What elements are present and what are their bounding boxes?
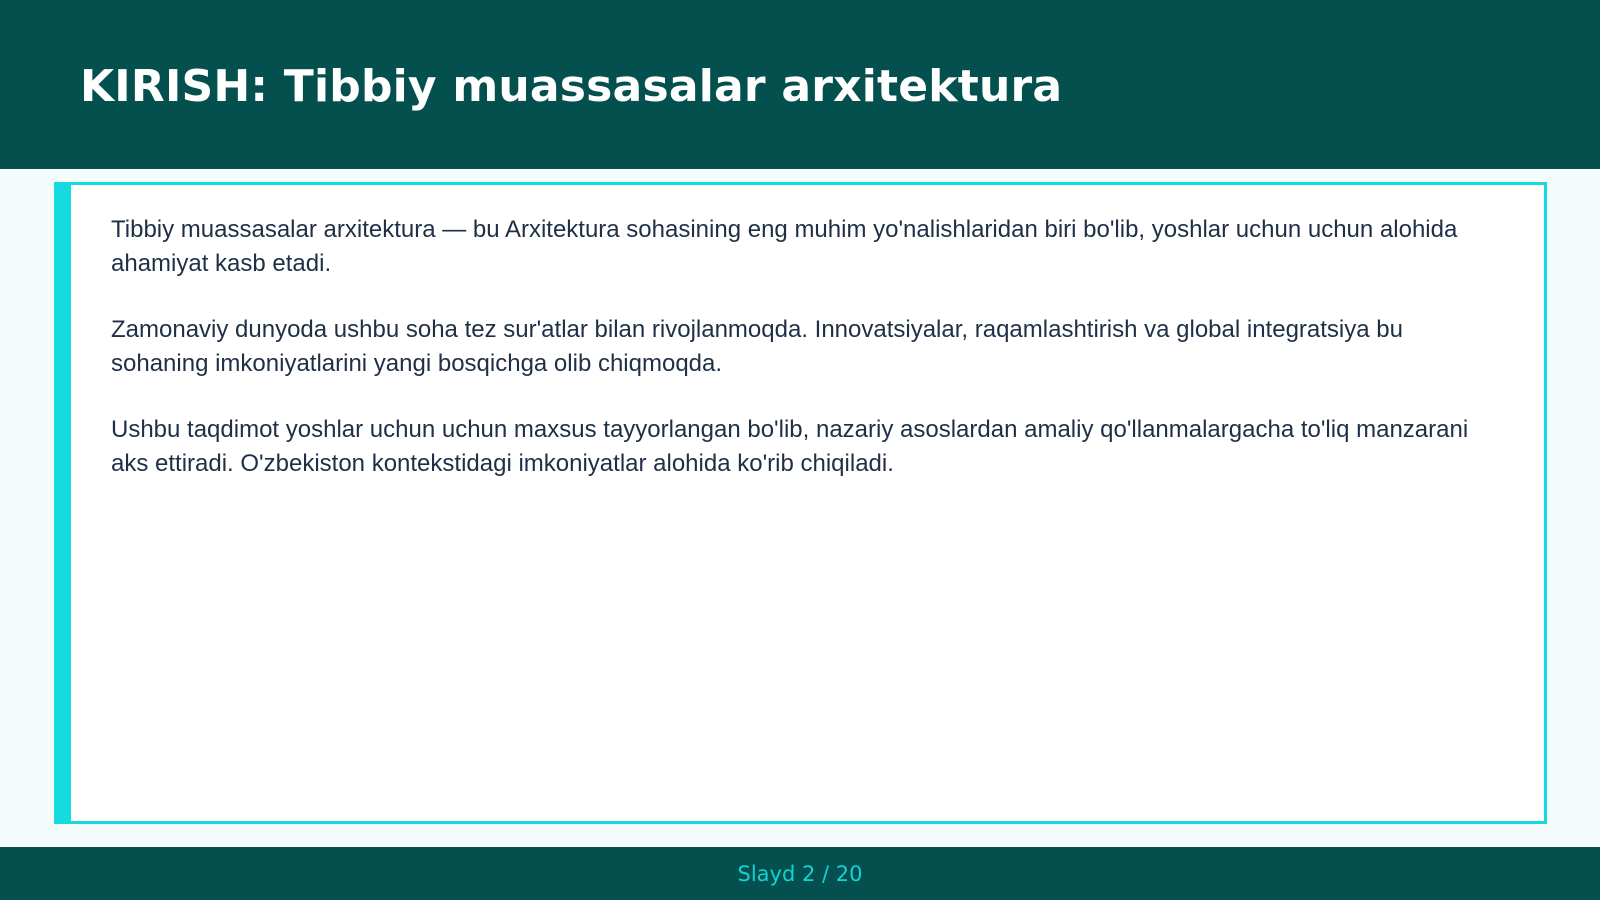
slide-body <box>111 213 1501 513</box>
slide-title: KIRISH: Tibbiy muassasalar arxitektura <box>80 61 1063 112</box>
presentation-scope-paragraph: Ushbu taqdimot yoshlar uchun uchun maxsus tayyorlangan bo'lib, nazariy asoslardan amaliy qo'llanmalargacha to'liq manzarani aks ettiradi. O'zbekiston kontekstidagi imkoniyatlar alohida ko'rib chiqiladi. <box>111 416 1469 477</box>
development-paragraph: Zamonaviy dunyoda ushbu soha tez sur'atlar bilan rivojlanmoqda. Innovatsiyalar, raqamlashtirish va global integratsiya bu sohaning imkoniyatlarini yangi bosqichga olib chiqmoqda. <box>111 316 1403 377</box>
slide-header <box>0 0 1600 169</box>
slide-footer <box>0 847 1600 900</box>
intro-paragraph: Tibbiy muassasalar arxitektura — bu Arxitektura sohasining eng muhim yo'nalishlaridan biri bo'lib, yoshlar uchun uchun alohida ahamiyat kasb etadi. <box>111 216 1458 277</box>
slide-number: Slayd 2 / 20 <box>737 862 863 886</box>
